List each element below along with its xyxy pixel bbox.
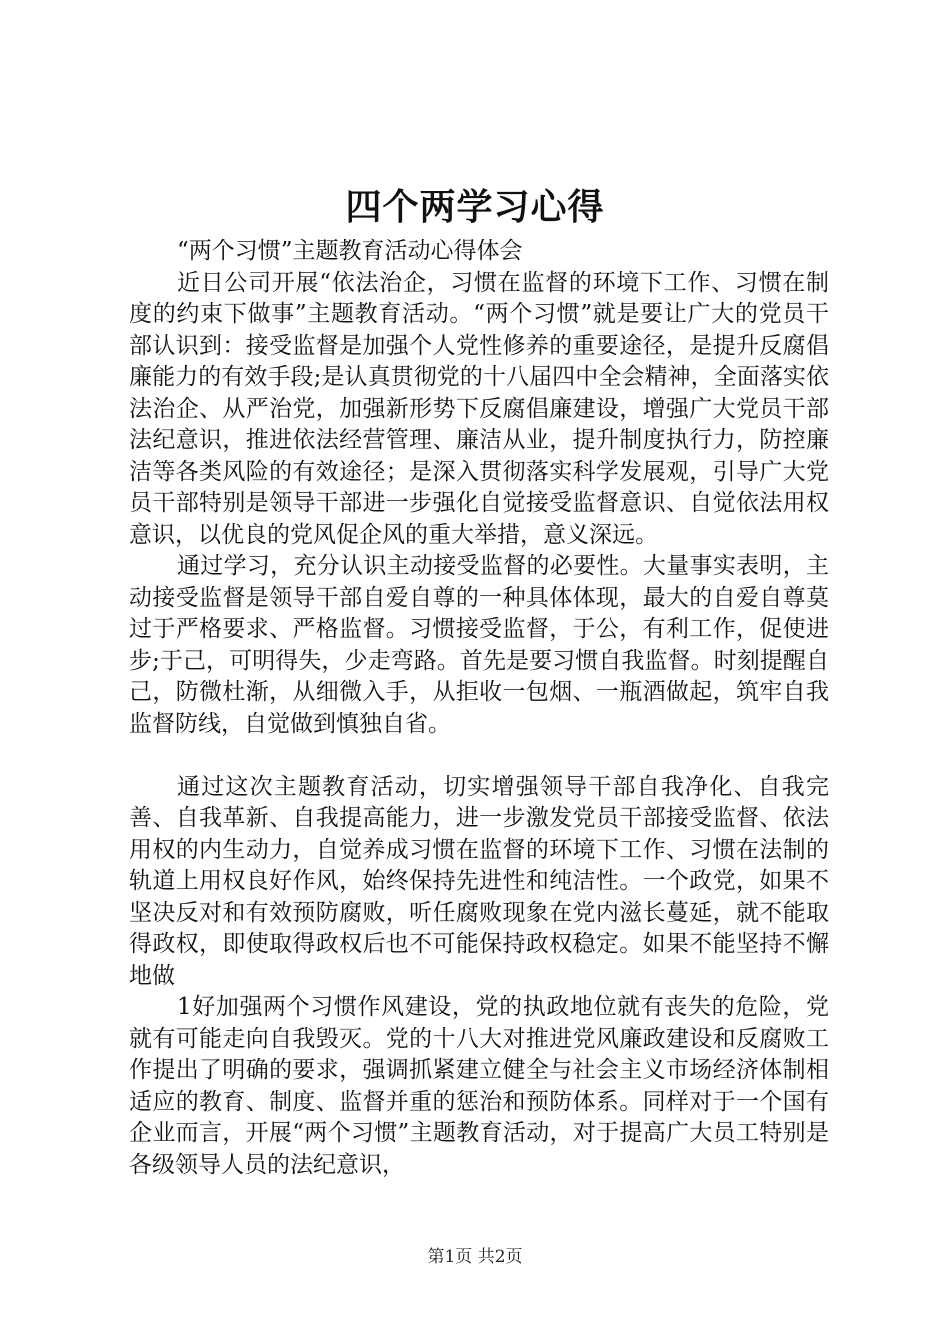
document-body xyxy=(129,236,829,1181)
document-title: 四个两学习心得 xyxy=(345,186,605,228)
body-paragraph: 1好加强两个习惯作风建设，党的执政地位就有丧失的危险，党就有可能走向自我毁灭。党的十八大对推进党风廉政建设和反腐败工作提出了明确的要求，强调抓紧建立健全与社会主义市场经济体制相适应的教育、制度、监督并重的惩治和预防体系。同样对于一个国有企业而言，开展“两个习惯”主题教育活动，对于提高广大员工特别是各级领导人员的法纪意识， xyxy=(129,994,829,1178)
body-paragraph: 近日公司开展“依法治企，习惯在监督的环境下工作、习惯在制度的约束下做事”主题教育活动。“两个习惯”就是要让广大的党员干部认识到：接受监督是加强个人党性修养的重要途径，是提升反腐倡廉能力的有效手段;是认真贯彻党的十八届四中全会精神，全面落实依法治企、从严治党，加强新形势下反腐倡廉建设，增强广大党员干部法纪意识，推进依法经营管理、廉洁从业，提升制度执行力，防控廉洁等各类风险的有效途径；是深入贯彻落实科学发展观，引导广大党员干部特别是领导干部进一步强化自觉接受监督意识、自觉依法用权意识，以优良的党风促企风的重大举措，意义深远。 xyxy=(129,269,829,548)
body-paragraph: “两个习惯”主题教育活动心得体会 xyxy=(177,238,523,264)
body-paragraph: 通过学习，充分认识主动接受监督的必要性。大量事实表明，主动接受监督是领导干部自爱自尊的一种具体体现，最大的自爱自尊莫过于严格要求、严格监督。习惯接受监督，于公，有利工作，促使进步;于己，可明得失，少走弯路。首先是要习惯自我监督。时刻提醒自己，防微杜渐，从细微入手，从拒收一包烟、一瓶酒做起，筑牢自我监督防线，自觉做到慎独自省。 xyxy=(129,553,829,737)
page-footer: 第1页 共2页 xyxy=(427,1247,523,1267)
body-paragraph: 通过这次主题教育活动，切实增强领导干部自我净化、自我完善、自我革新、自我提高能力，进一步激发党员干部接受监督、依法用权的内生动力，自觉养成习惯在监督的环境下工作、习惯在法制的轨道上用权良好作风，始终保持先进性和纯洁性。一个政党，如果不坚决反对和有效预防腐败，听任腐败现象在党内滋长蔓延，就不能取得政权，即使取得政权后也不可能保持政权稳定。如果不能坚持不懈地做 xyxy=(129,773,829,989)
